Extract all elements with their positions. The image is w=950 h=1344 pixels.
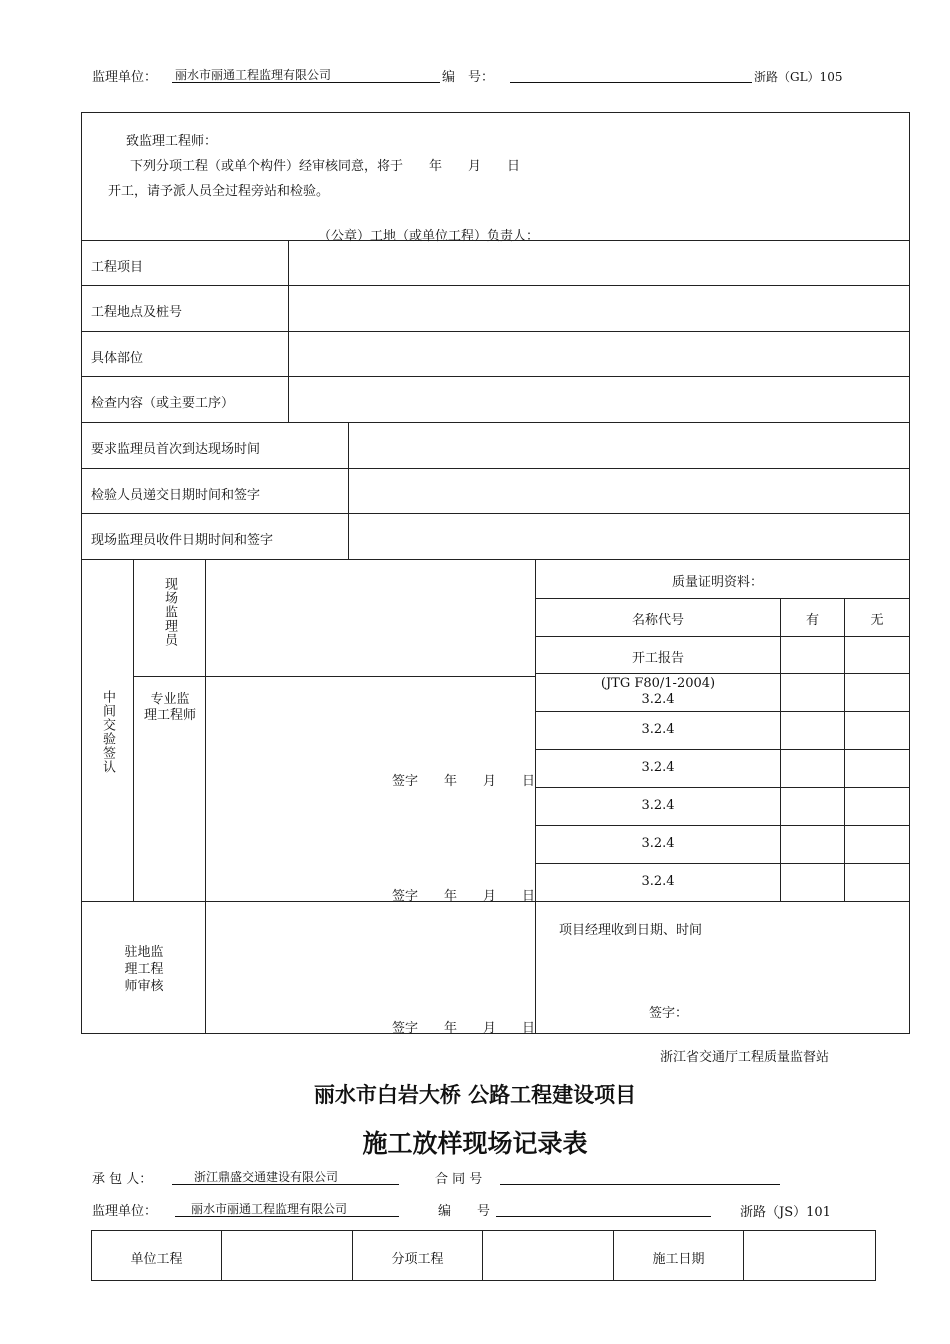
col-name-header: 名称代号 xyxy=(631,613,684,628)
content-field[interactable] xyxy=(290,378,908,420)
contractor-value xyxy=(172,1168,399,1185)
intro-line2: 下列分项工程（或单个构件）经审核同意，将于 年 月 日 xyxy=(130,159,521,174)
site-supervisor-label: 现场监理员 xyxy=(162,577,177,647)
quality-item-code: 3.2.4 xyxy=(641,692,675,707)
project-label: 工程项目 xyxy=(91,260,144,275)
quality-item xyxy=(536,676,780,708)
col-divider xyxy=(221,1230,222,1281)
intro-line3: 开工，请予派人员全过程旁站和检验。 xyxy=(108,184,330,199)
col-divider xyxy=(535,901,536,1034)
supervisor2-value-text: 丽水市丽通工程监理有限公司 xyxy=(191,1202,348,1216)
row-divider xyxy=(81,422,910,423)
project-field[interactable] xyxy=(290,242,908,284)
pm-received-label: 项目经理收到日期、时间 xyxy=(559,923,703,938)
row-divider xyxy=(81,376,910,377)
unit-project-field[interactable] xyxy=(223,1232,351,1279)
resident-label-line1: 驻地监 xyxy=(124,945,164,960)
supervisor2-value xyxy=(175,1200,399,1217)
number-field[interactable] xyxy=(510,66,752,83)
row-divider xyxy=(133,676,535,677)
specialist-line1: 专业监 xyxy=(150,692,190,707)
sub-project-label: 分项工程 xyxy=(391,1252,444,1267)
number-label: 编 号： xyxy=(442,70,495,85)
col-divider xyxy=(288,240,289,422)
location-field[interactable] xyxy=(290,287,908,329)
quality-item: 3.2.4 xyxy=(641,722,675,737)
inspector-sign-field[interactable] xyxy=(350,470,908,512)
col-divider xyxy=(780,598,781,901)
pm-sign-label: 签字： xyxy=(649,1006,689,1021)
resident-sign-date: 签字 年 月 日 xyxy=(392,1021,536,1036)
row-divider xyxy=(535,636,910,637)
receiver-sign-field[interactable] xyxy=(350,515,908,557)
number2-field[interactable] xyxy=(496,1200,711,1217)
construction-date-field[interactable] xyxy=(745,1232,875,1279)
contractor-label: 承 包 人： xyxy=(92,1172,153,1187)
unit-project-label: 单位工程 xyxy=(130,1252,183,1267)
arrival-time-field[interactable] xyxy=(350,424,908,466)
row-divider xyxy=(81,240,910,241)
part-label: 具体部位 xyxy=(91,351,144,366)
col-divider xyxy=(743,1230,744,1281)
part-field[interactable] xyxy=(290,333,908,375)
row-divider xyxy=(535,598,910,599)
handover-side-label: 中间交验签认 xyxy=(100,690,115,774)
quality-item: 3.2.4 xyxy=(641,760,675,775)
project-title: 丽水市白岩大桥 公路工程建设项目 xyxy=(313,1083,637,1107)
specialist-sign-date-1: 签字 年 月 日 xyxy=(392,774,536,789)
col-no-header: 无 xyxy=(870,613,884,628)
row-divider xyxy=(81,513,910,514)
sub-project-field[interactable] xyxy=(484,1232,612,1279)
quality-item: 开工报告 xyxy=(631,651,684,666)
contractor-value-text: 浙江鼎盛交通建设有限公司 xyxy=(194,1170,339,1184)
contract-field[interactable] xyxy=(500,1168,780,1185)
arrival-time-label: 要求监理员首次到达现场时间 xyxy=(91,442,261,457)
supervisor2-label: 监理单位： xyxy=(92,1204,158,1219)
row-divider xyxy=(535,711,910,712)
resident-label-line3: 师审核 xyxy=(124,979,164,994)
receiver-sign-label: 现场监理员收件日期时间和签字 xyxy=(91,533,274,548)
specialist-line2: 理工程师 xyxy=(143,708,196,723)
row-divider xyxy=(535,863,910,864)
location-label: 工程地点及桩号 xyxy=(91,305,183,320)
col-yes-header: 有 xyxy=(805,613,819,628)
specialist-sign-date-2: 签字 年 月 日 xyxy=(392,889,536,904)
supervisor-value xyxy=(172,66,440,83)
col-divider xyxy=(133,559,134,901)
quality-item-ref: (JTG F80/1-2004) xyxy=(600,676,716,691)
footer-org: 浙江省交通厅工程质量监督站 xyxy=(660,1050,830,1065)
contract-label: 合 同 号 xyxy=(435,1172,483,1187)
col-divider xyxy=(482,1230,483,1281)
row-divider xyxy=(535,787,910,788)
row-divider xyxy=(535,825,910,826)
content-label: 检查内容（或主要工序） xyxy=(91,396,235,411)
supervisor-label: 监理单位： xyxy=(92,70,158,85)
form2-code: 浙路（JS）101 xyxy=(740,1205,831,1220)
row-divider xyxy=(81,331,910,332)
row-divider xyxy=(81,468,910,469)
row-divider xyxy=(535,749,910,750)
quality-item: 3.2.4 xyxy=(641,798,675,813)
col-divider xyxy=(348,422,349,559)
col-divider xyxy=(844,598,845,901)
form-title: 施工放样现场记录表 xyxy=(362,1129,588,1158)
form-code: 浙路（GL）105 xyxy=(754,70,843,84)
col-divider xyxy=(205,559,206,1034)
resident-label xyxy=(108,944,180,995)
quality-title: 质量证明资料： xyxy=(672,575,764,590)
resident-label-line2: 理工程 xyxy=(124,962,164,977)
row-divider xyxy=(535,673,910,674)
inspector-sign-label: 检验人员递交日期时间和签字 xyxy=(91,488,261,503)
quality-item: 3.2.4 xyxy=(641,874,675,889)
row-divider xyxy=(81,285,910,286)
intro-line1: 致监理工程师： xyxy=(126,134,218,149)
quality-item: 3.2.4 xyxy=(641,836,675,851)
specialist-label xyxy=(140,692,200,724)
supervisor-value-text: 丽水市丽通工程监理有限公司 xyxy=(175,68,332,82)
intro-line4: （公章）工地（或单位工程）负责人： xyxy=(318,229,540,244)
construction-date-label: 施工日期 xyxy=(652,1252,705,1267)
number2-label: 编 号 xyxy=(438,1204,491,1219)
